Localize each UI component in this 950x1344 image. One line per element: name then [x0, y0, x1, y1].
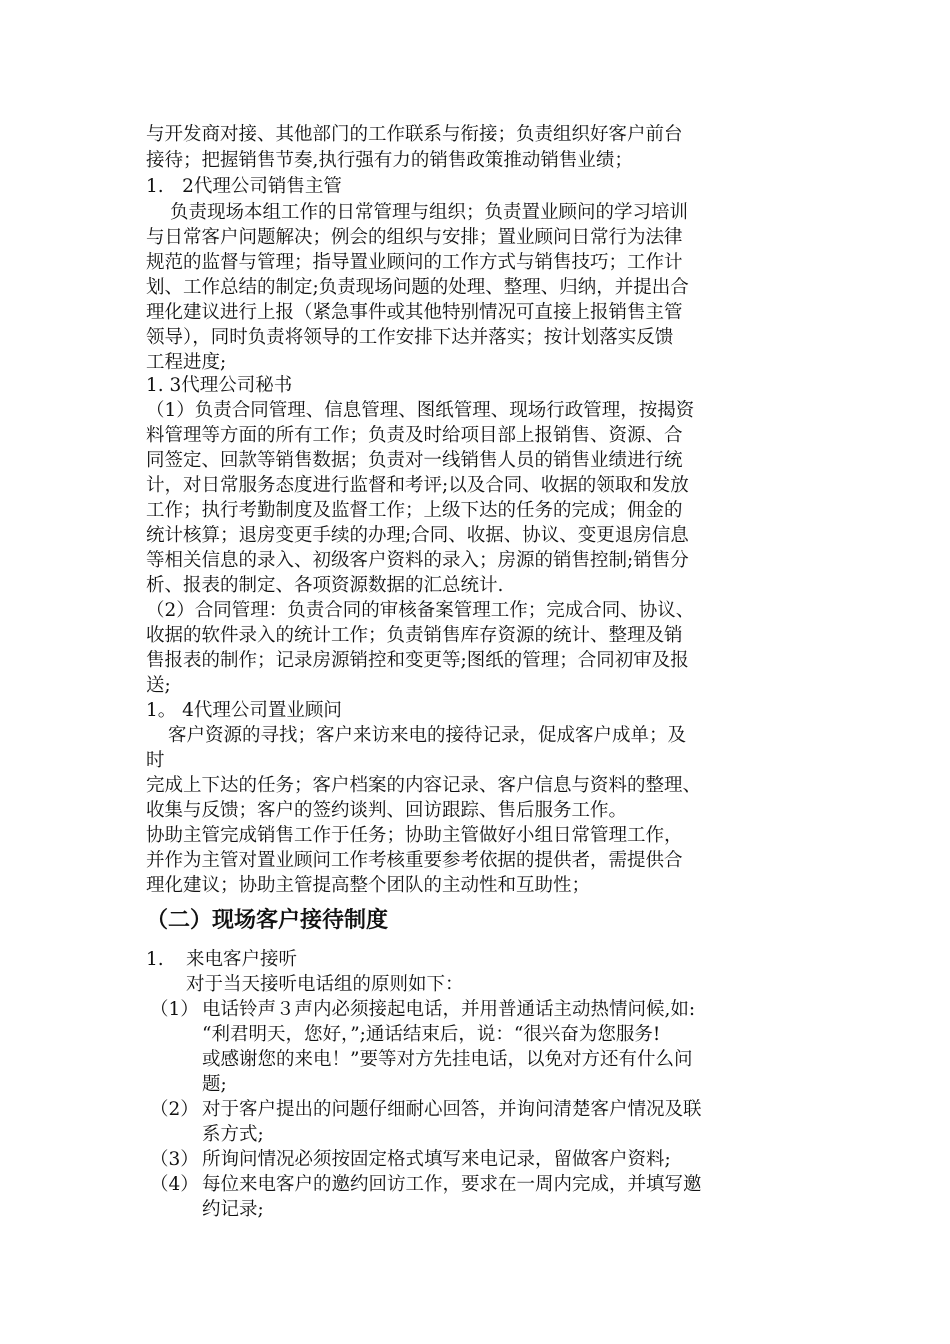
- list-item-line: 系方式;: [202, 1124, 264, 1145]
- paragraph-line: 统计核算；退房变更手续的办理;合同、收据、协议、变更退房信息: [146, 525, 689, 546]
- paragraph-line: 与开发商对接、其他部门的工作联系与衔接；负责组织好客户前台: [146, 124, 683, 145]
- section-heading: （二）现场客户接待制度: [146, 908, 389, 933]
- section-title: 1. 2代理公司销售主管: [146, 176, 342, 197]
- list-item-line: 每位来电客户的邀约回访工作，要求在一周内完成，并填写邀: [202, 1174, 702, 1195]
- paragraph-line: 时: [146, 750, 165, 771]
- section-title: 1。 4代理公司置业顾问: [146, 700, 342, 721]
- section-title: 1. 3代理公司秘书: [146, 375, 293, 396]
- list-number: 1.: [146, 949, 164, 970]
- paragraph-line: 负责现场本组工作的日常管理与组织；负责置业顾问的学习培训: [170, 202, 689, 223]
- paragraph-line: 接待；把握销售节奏,执行强有力的销售政策推动销售业绩；: [146, 150, 633, 171]
- paragraph-line: 收集与反馈；客户的签约谈判、回访跟踪、售后服务工作。: [146, 800, 628, 821]
- paragraph-line: 完成上下达的任务；客户档案的内容记录、客户信息与资料的整理、: [146, 775, 702, 796]
- paragraph-line: 同签定、回款等销售数据；负责对一线销售人员的销售业绩进行统: [146, 450, 683, 471]
- paragraph-line: （2）合同管理：负责合同的审核备案管理工作；完成合同、协议、: [146, 600, 695, 621]
- paragraph-line: 理化建议；协助主管提高整个团队的主动性和互助性；: [146, 875, 591, 896]
- paragraph-line: 收据的软件录入的统计工作；负责销售库存资源的统计、整理及销: [146, 625, 683, 646]
- paragraph-line: 理化建议进行上报（紧急事件或其他特别情况可直接上报销售主管: [146, 302, 683, 323]
- paragraph-line: 划、工作总结的制定;负责现场问题的处理、整理、归纳，并提出合: [146, 277, 689, 298]
- paragraph-line: 售报表的制作；记录房源销控和变更等;图纸的管理；合同初审及报: [146, 650, 689, 671]
- paragraph-line: 客户资源的寻找；客户来访来电的接待记录，促成客户成单；及: [168, 725, 687, 746]
- paragraph-line: 对于当天接听电话组的原则如下：: [186, 974, 464, 995]
- list-number: （1）: [150, 999, 199, 1020]
- list-number: （2）: [150, 1099, 199, 1120]
- list-item-line: 电话铃声３声内必须接起电话，并用普通话主动热情问候,如:: [202, 999, 696, 1020]
- list-number: （3）: [150, 1149, 199, 1170]
- paragraph-line: 析、报表的制定、各项资源数据的汇总统计.: [146, 575, 504, 596]
- list-item-line: “利君明天，您好，”;通话结束后，说：“很兴奋为您服务!: [202, 1024, 661, 1045]
- paragraph-line: 等相关信息的录入、初级客户资料的录入；房源的销售控制;销售分: [146, 550, 689, 571]
- list-item-line: 或感谢您的来电！”要等对方先挂电话，以免对方还有什么问: [202, 1049, 693, 1070]
- paragraph-line: 工作；执行考勤制度及监督工作；上级下达的任务的完成；佣金的: [146, 500, 683, 521]
- paragraph-line: 并作为主管对置业顾问工作考核重要参考依据的提供者，需提供合: [146, 850, 683, 871]
- list-item-line: 对于客户提出的问题仔细耐心回答，并询问清楚客户情况及联: [202, 1099, 702, 1120]
- paragraph-line: 与日常客户问题解决；例会的组织与安排；置业顾问日常行为法律: [146, 227, 683, 248]
- paragraph-line: （1）负责合同管理、信息管理、图纸管理、现场行政管理，按揭资: [146, 400, 695, 421]
- list-item-line: 所询问情况必须按固定格式填写来电记录，留做客户资料;: [202, 1149, 671, 1170]
- paragraph-line: 计，对日常服务态度进行监督和考评;以及合同、收据的领取和发放: [146, 475, 689, 496]
- paragraph-line: 领导），同时负责将领导的工作安排下达并落实；按计划落实反馈: [146, 327, 674, 348]
- list-number: （4）: [150, 1174, 199, 1195]
- list-item-line: 约记录;: [202, 1199, 264, 1220]
- subsection-title: 来电客户接听: [186, 949, 298, 970]
- paragraph-line: 送;: [146, 675, 171, 696]
- paragraph-line: 规范的监督与管理；指导置业顾问的工作方式与销售技巧；工作计: [146, 252, 683, 273]
- list-item-line: 题;: [202, 1074, 227, 1095]
- paragraph-line: 协助主管完成销售工作于任务；协助主管做好小组日常管理工作，: [146, 825, 683, 846]
- paragraph-line: 料管理等方面的所有工作；负责及时给项目部上报销售、资源、合: [146, 425, 683, 446]
- paragraph-line: 工程进度;: [146, 352, 227, 373]
